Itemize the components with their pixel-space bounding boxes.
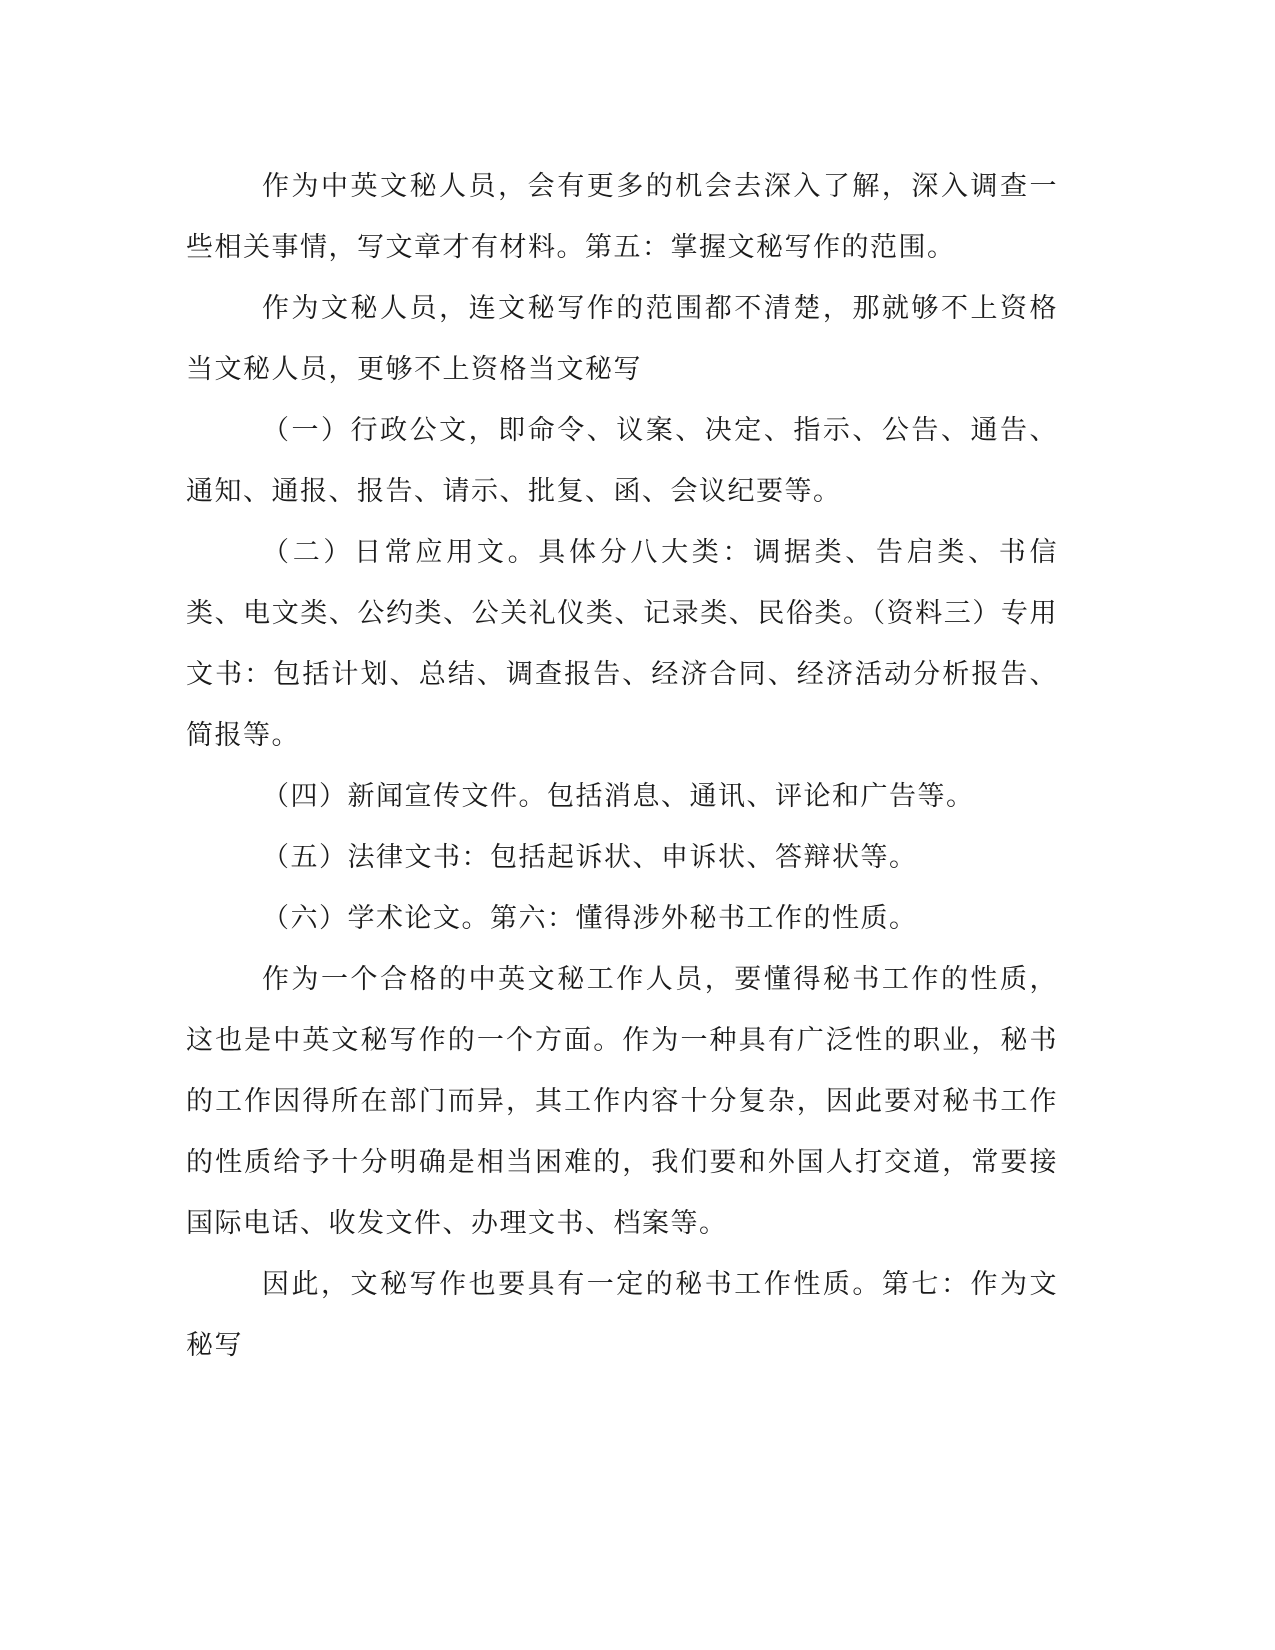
paragraph-2: 作为文秘人员，连文秘写作的范围都不清楚，那就够不上资格当文秘人员，更够不上资格当文秘写 (186, 293, 1058, 385)
paragraph-4: （二）日常应用文。具体分八大类：调据类、告启类、书信类、电文类、公约类、公关礼仪类、记录类、民俗类。（资料三）专用文书：包括计划、总结、调查报告、经济合同、经济活动分析报告、简报等。 (186, 537, 1058, 751)
paragraph-8: 作为一个合格的中英文秘工作人员，要懂得秘书工作的性质，这也是中英文秘写作的一个方面。作为一种具有广泛性的职业，秘书的工作因得所在部门而异，其工作内容十分复杂，因此要对秘书工作的性质给予十分明确是相当困难的，我们要和外国人打交道，常要接国际电话、收发文件、办理文书、档案等。 (186, 964, 1058, 1239)
paragraph-9: 因此，文秘写作也要具有一定的秘书工作性质。第七：作为文秘写 (186, 1269, 1058, 1361)
paragraph-1: 作为中英文秘人员，会有更多的机会去深入了解，深入调查一些相关事情，写文章才有材料。第五：掌握文秘写作的范围。 (186, 171, 1058, 263)
paragraph-7: （六）学术论文。第六：懂得涉外秘书工作的性质。 (262, 903, 918, 934)
document-body (186, 156, 1058, 1376)
paragraph-6: （五）法律文书：包括起诉状、申诉状、答辩状等。 (262, 842, 918, 873)
paragraph-3: （一）行政公文，即命令、议案、决定、指示、公告、通告、通知、通报、报告、请示、批复、函、会议纪要等。 (186, 415, 1058, 507)
paragraph-5: （四）新闻宣传文件。包括消息、通讯、评论和广告等。 (262, 781, 975, 812)
